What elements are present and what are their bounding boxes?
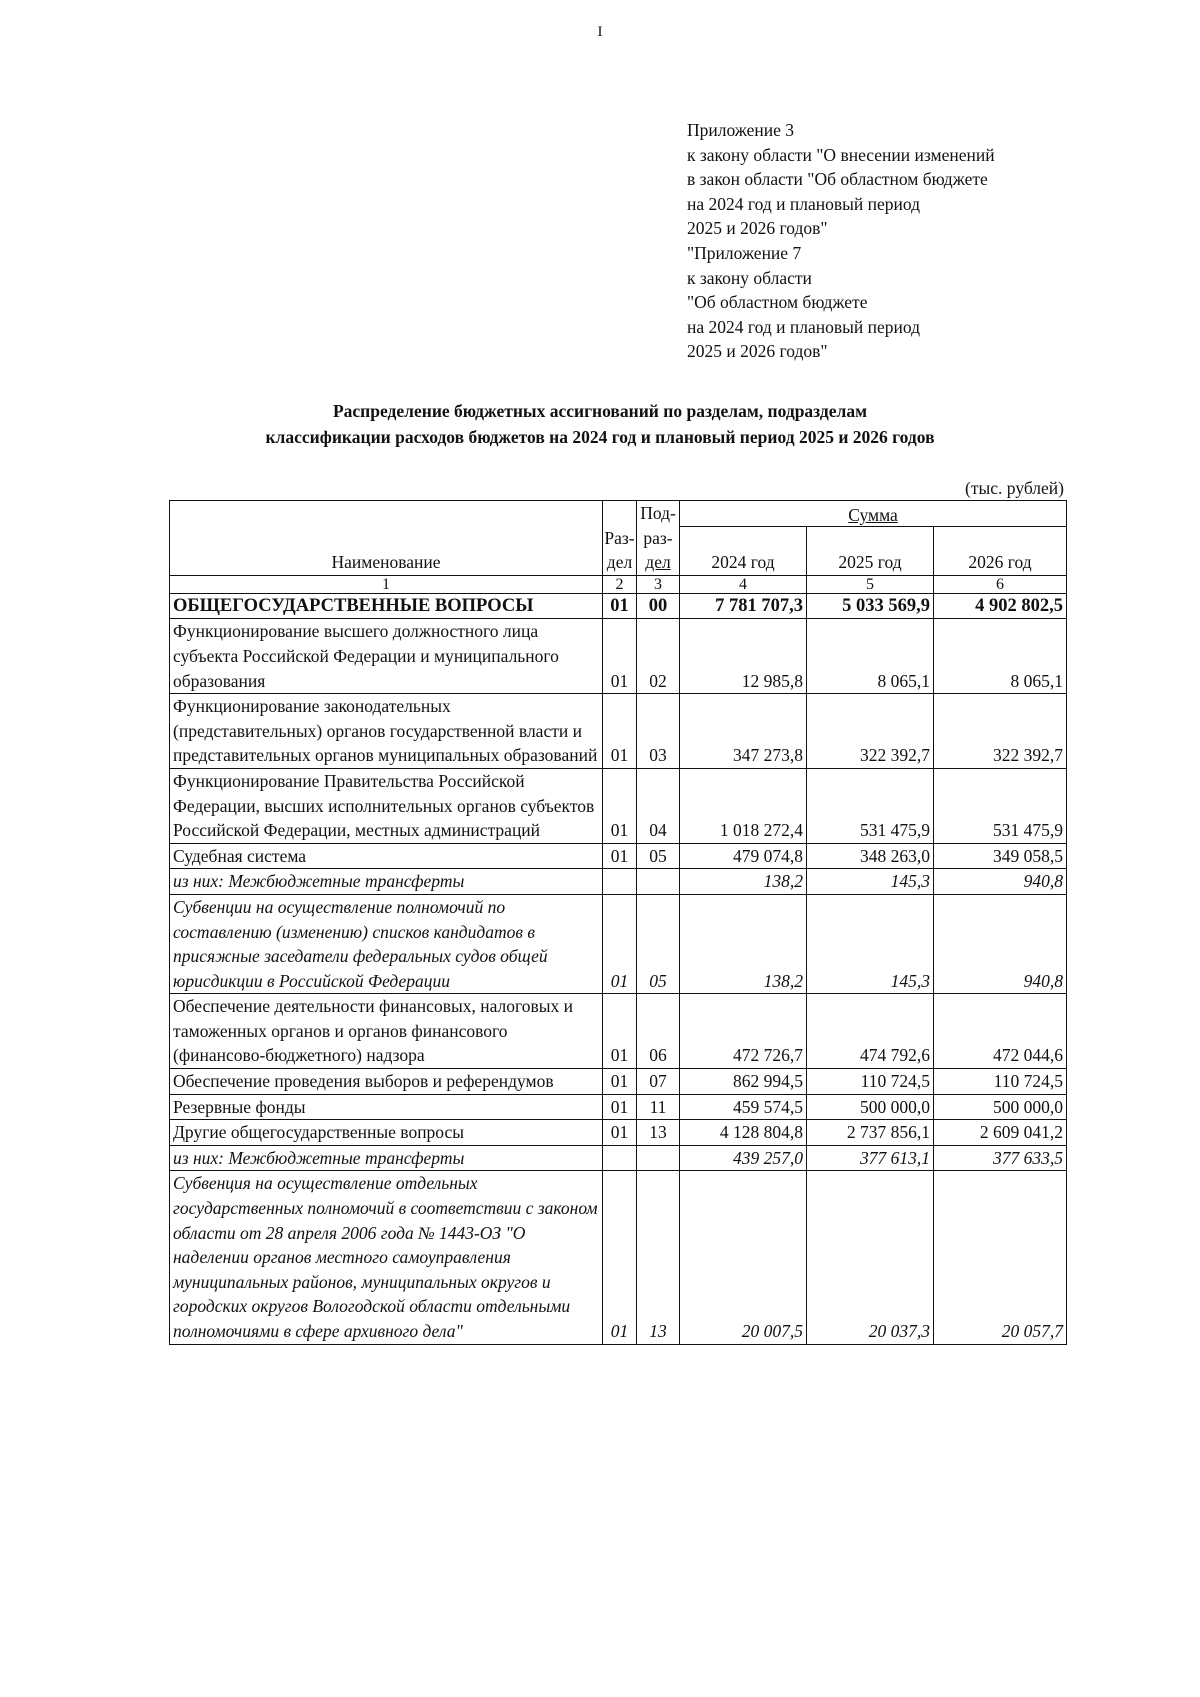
appendix-line: на 2024 год и плановый период <box>687 316 921 337</box>
row-name: Функционирование Правительства Российской Федерации, высших исполнительных органов субъектов Российской Федерации, местных администраций <box>170 768 603 843</box>
row-2025: 5 033 569,9 <box>807 593 934 619</box>
appendix-line: в закон области "Об областном бюджете <box>687 169 988 190</box>
row-podrazdel <box>637 869 680 895</box>
row-podrazdel: 02 <box>637 619 680 694</box>
appendix-line: к закону области "О внесении изменений <box>687 144 995 165</box>
row-2024: 1 018 272,4 <box>680 768 807 843</box>
row-2025: 322 392,7 <box>807 694 934 769</box>
row-2026: 500 000,0 <box>934 1094 1067 1120</box>
row-2025: 8 065,1 <box>807 619 934 694</box>
row-2025: 348 263,0 <box>807 843 934 869</box>
row-podrazdel: 06 <box>637 994 680 1069</box>
row-razdel <box>603 869 637 895</box>
row-2025: 110 724,5 <box>807 1069 934 1095</box>
appendix-line: на 2024 год и плановый период <box>687 193 921 214</box>
row-name: Субвенция на осуществление отдельных государственных полномочий в соответствии с законом области от 28 апреля 2006 года № 1443-ОЗ "О наделении органов местного самоуправления муниципальных районов, муниципальных округов и городских округов Вологодской области отдельными полномочиями в сфере архивного дела" <box>170 1171 603 1344</box>
appendix-line: 2025 и 2026 годов" <box>687 218 828 239</box>
header-podrazdel-top: Под- <box>640 503 676 523</box>
row-2025: 377 613,1 <box>807 1145 934 1171</box>
table-row <box>170 843 1067 869</box>
row-2026: 322 392,7 <box>934 694 1067 769</box>
header-name: Наименование <box>170 501 603 576</box>
row-2026: 472 044,6 <box>934 994 1067 1069</box>
row-razdel: 01 <box>603 994 637 1069</box>
table-row <box>170 1094 1067 1120</box>
header-podrazdel <box>637 501 680 576</box>
row-podrazdel: 05 <box>637 843 680 869</box>
table-row <box>170 894 1067 993</box>
row-podrazdel: 05 <box>637 894 680 993</box>
row-2025: 145,3 <box>807 894 934 993</box>
row-2024: 439 257,0 <box>680 1145 807 1171</box>
row-razdel: 01 <box>603 1171 637 1344</box>
table-row <box>170 1120 1067 1146</box>
row-2026: 4 902 802,5 <box>934 593 1067 619</box>
row-2025: 145,3 <box>807 869 934 895</box>
row-2024: 347 273,8 <box>680 694 807 769</box>
table-row <box>170 1145 1067 1171</box>
table-row <box>170 994 1067 1069</box>
row-razdel: 01 <box>603 694 637 769</box>
title-line-2: классификации расходов бюджетов на 2024 год и плановый период 2025 и 2026 годов <box>265 427 935 447</box>
row-podrazdel <box>637 1145 680 1171</box>
row-name: Субвенции на осуществление полномочий по составлению (изменению) списков кандидатов в присяжные заседатели федеральных судов общей юрисдикции в Российской Федерации <box>170 894 603 993</box>
row-podrazdel: 13 <box>637 1171 680 1344</box>
row-podrazdel: 00 <box>637 593 680 619</box>
header-podrazdel-bottom: дел <box>645 552 671 573</box>
header-sum: Сумма <box>680 501 1067 527</box>
row-2025: 474 792,6 <box>807 994 934 1069</box>
table-row <box>170 593 1067 619</box>
row-name: Обеспечение деятельности финансовых, налоговых и таможенных органов и органов финансового (финансово-бюджетного) надзора <box>170 994 603 1069</box>
appendix-line: Приложение 3 <box>687 120 795 140</box>
appendix-line: "Об областном бюджете <box>687 292 868 313</box>
row-2024: 20 007,5 <box>680 1171 807 1344</box>
table-row <box>170 619 1067 694</box>
appendix-line: 2025 и 2026 годов" <box>687 341 828 362</box>
row-razdel: 01 <box>603 768 637 843</box>
table-row <box>170 694 1067 769</box>
row-podrazdel: 03 <box>637 694 680 769</box>
row-2024: 138,2 <box>680 869 807 895</box>
header-row <box>170 501 1067 527</box>
header-2024: 2024 год <box>680 526 807 575</box>
table-row <box>170 1069 1067 1095</box>
page-number: I <box>597 24 603 40</box>
row-razdel: 01 <box>603 843 637 869</box>
row-razdel: 01 <box>603 619 637 694</box>
row-2025: 20 037,3 <box>807 1171 934 1344</box>
appendix-header <box>687 118 995 364</box>
row-2026: 940,8 <box>934 869 1067 895</box>
row-razdel: 01 <box>603 1094 637 1120</box>
row-razdel: 01 <box>603 894 637 993</box>
row-name: Функционирование законодательных (представительных) органов государственной власти и представительных органов муниципальных образований <box>170 694 603 769</box>
column-number: 1 <box>170 575 603 593</box>
row-razdel: 01 <box>603 593 637 619</box>
row-2024: 459 574,5 <box>680 1094 807 1120</box>
header-razdel <box>603 501 637 576</box>
row-podrazdel: 13 <box>637 1120 680 1146</box>
row-name: ОБЩЕГОСУДАРСТВЕННЫЕ ВОПРОСЫ <box>170 593 603 619</box>
document-title <box>0 398 1200 450</box>
row-razdel <box>603 1145 637 1171</box>
row-2024: 4 128 804,8 <box>680 1120 807 1146</box>
header-2026: 2026 год <box>934 526 1067 575</box>
table-row <box>170 768 1067 843</box>
header-podrazdel-mid: раз- <box>643 527 673 548</box>
row-razdel: 01 <box>603 1120 637 1146</box>
row-2026: 110 724,5 <box>934 1069 1067 1095</box>
title-line-1: Распределение бюджетных ассигнований по разделам, подразделам <box>332 401 868 421</box>
row-name: Функционирование высшего должностного лица субъекта Российской Федерации и муниципального образования <box>170 619 603 694</box>
column-number: 5 <box>807 575 934 593</box>
row-name: из них: Межбюджетные трансферты <box>170 869 603 895</box>
row-2025: 531 475,9 <box>807 768 934 843</box>
row-2024: 472 726,7 <box>680 994 807 1069</box>
row-2024: 138,2 <box>680 894 807 993</box>
row-podrazdel: 11 <box>637 1094 680 1120</box>
row-2024: 479 074,8 <box>680 843 807 869</box>
appendix-line: к закону области <box>687 267 812 288</box>
row-name: Резервные фонды <box>170 1094 603 1120</box>
appendix-line: "Приложение 7 <box>687 242 802 263</box>
row-podrazdel: 07 <box>637 1069 680 1095</box>
row-2024: 862 994,5 <box>680 1069 807 1095</box>
row-2025: 2 737 856,1 <box>807 1120 934 1146</box>
row-name: Другие общегосударственные вопросы <box>170 1120 603 1146</box>
units-label: (тыс. рублей) <box>965 478 1064 498</box>
row-name: из них: Межбюджетные трансферты <box>170 1145 603 1171</box>
row-2026: 377 633,5 <box>934 1145 1067 1171</box>
column-number: 6 <box>934 575 1067 593</box>
header-razdel-bottom: дел <box>606 552 633 573</box>
table-row <box>170 1171 1067 1344</box>
row-2025: 500 000,0 <box>807 1094 934 1120</box>
row-2026: 349 058,5 <box>934 843 1067 869</box>
column-number: 4 <box>680 575 807 593</box>
header-2025: 2025 год <box>807 526 934 575</box>
row-2024: 7 781 707,3 <box>680 593 807 619</box>
row-2026: 940,8 <box>934 894 1067 993</box>
row-2026: 8 065,1 <box>934 619 1067 694</box>
row-2026: 2 609 041,2 <box>934 1120 1067 1146</box>
row-2026: 531 475,9 <box>934 768 1067 843</box>
column-number: 2 <box>603 575 637 593</box>
row-razdel: 01 <box>603 1069 637 1095</box>
row-2026: 20 057,7 <box>934 1171 1067 1344</box>
row-name: Обеспечение проведения выборов и референдумов <box>170 1069 603 1095</box>
table-row <box>170 869 1067 895</box>
header-razdel-top: Раз- <box>604 527 635 548</box>
column-numbers-row <box>170 575 1067 593</box>
column-number: 3 <box>637 575 680 593</box>
row-name: Судебная система <box>170 843 603 869</box>
row-podrazdel: 04 <box>637 768 680 843</box>
budget-table <box>169 500 1067 1345</box>
row-2024: 12 985,8 <box>680 619 807 694</box>
